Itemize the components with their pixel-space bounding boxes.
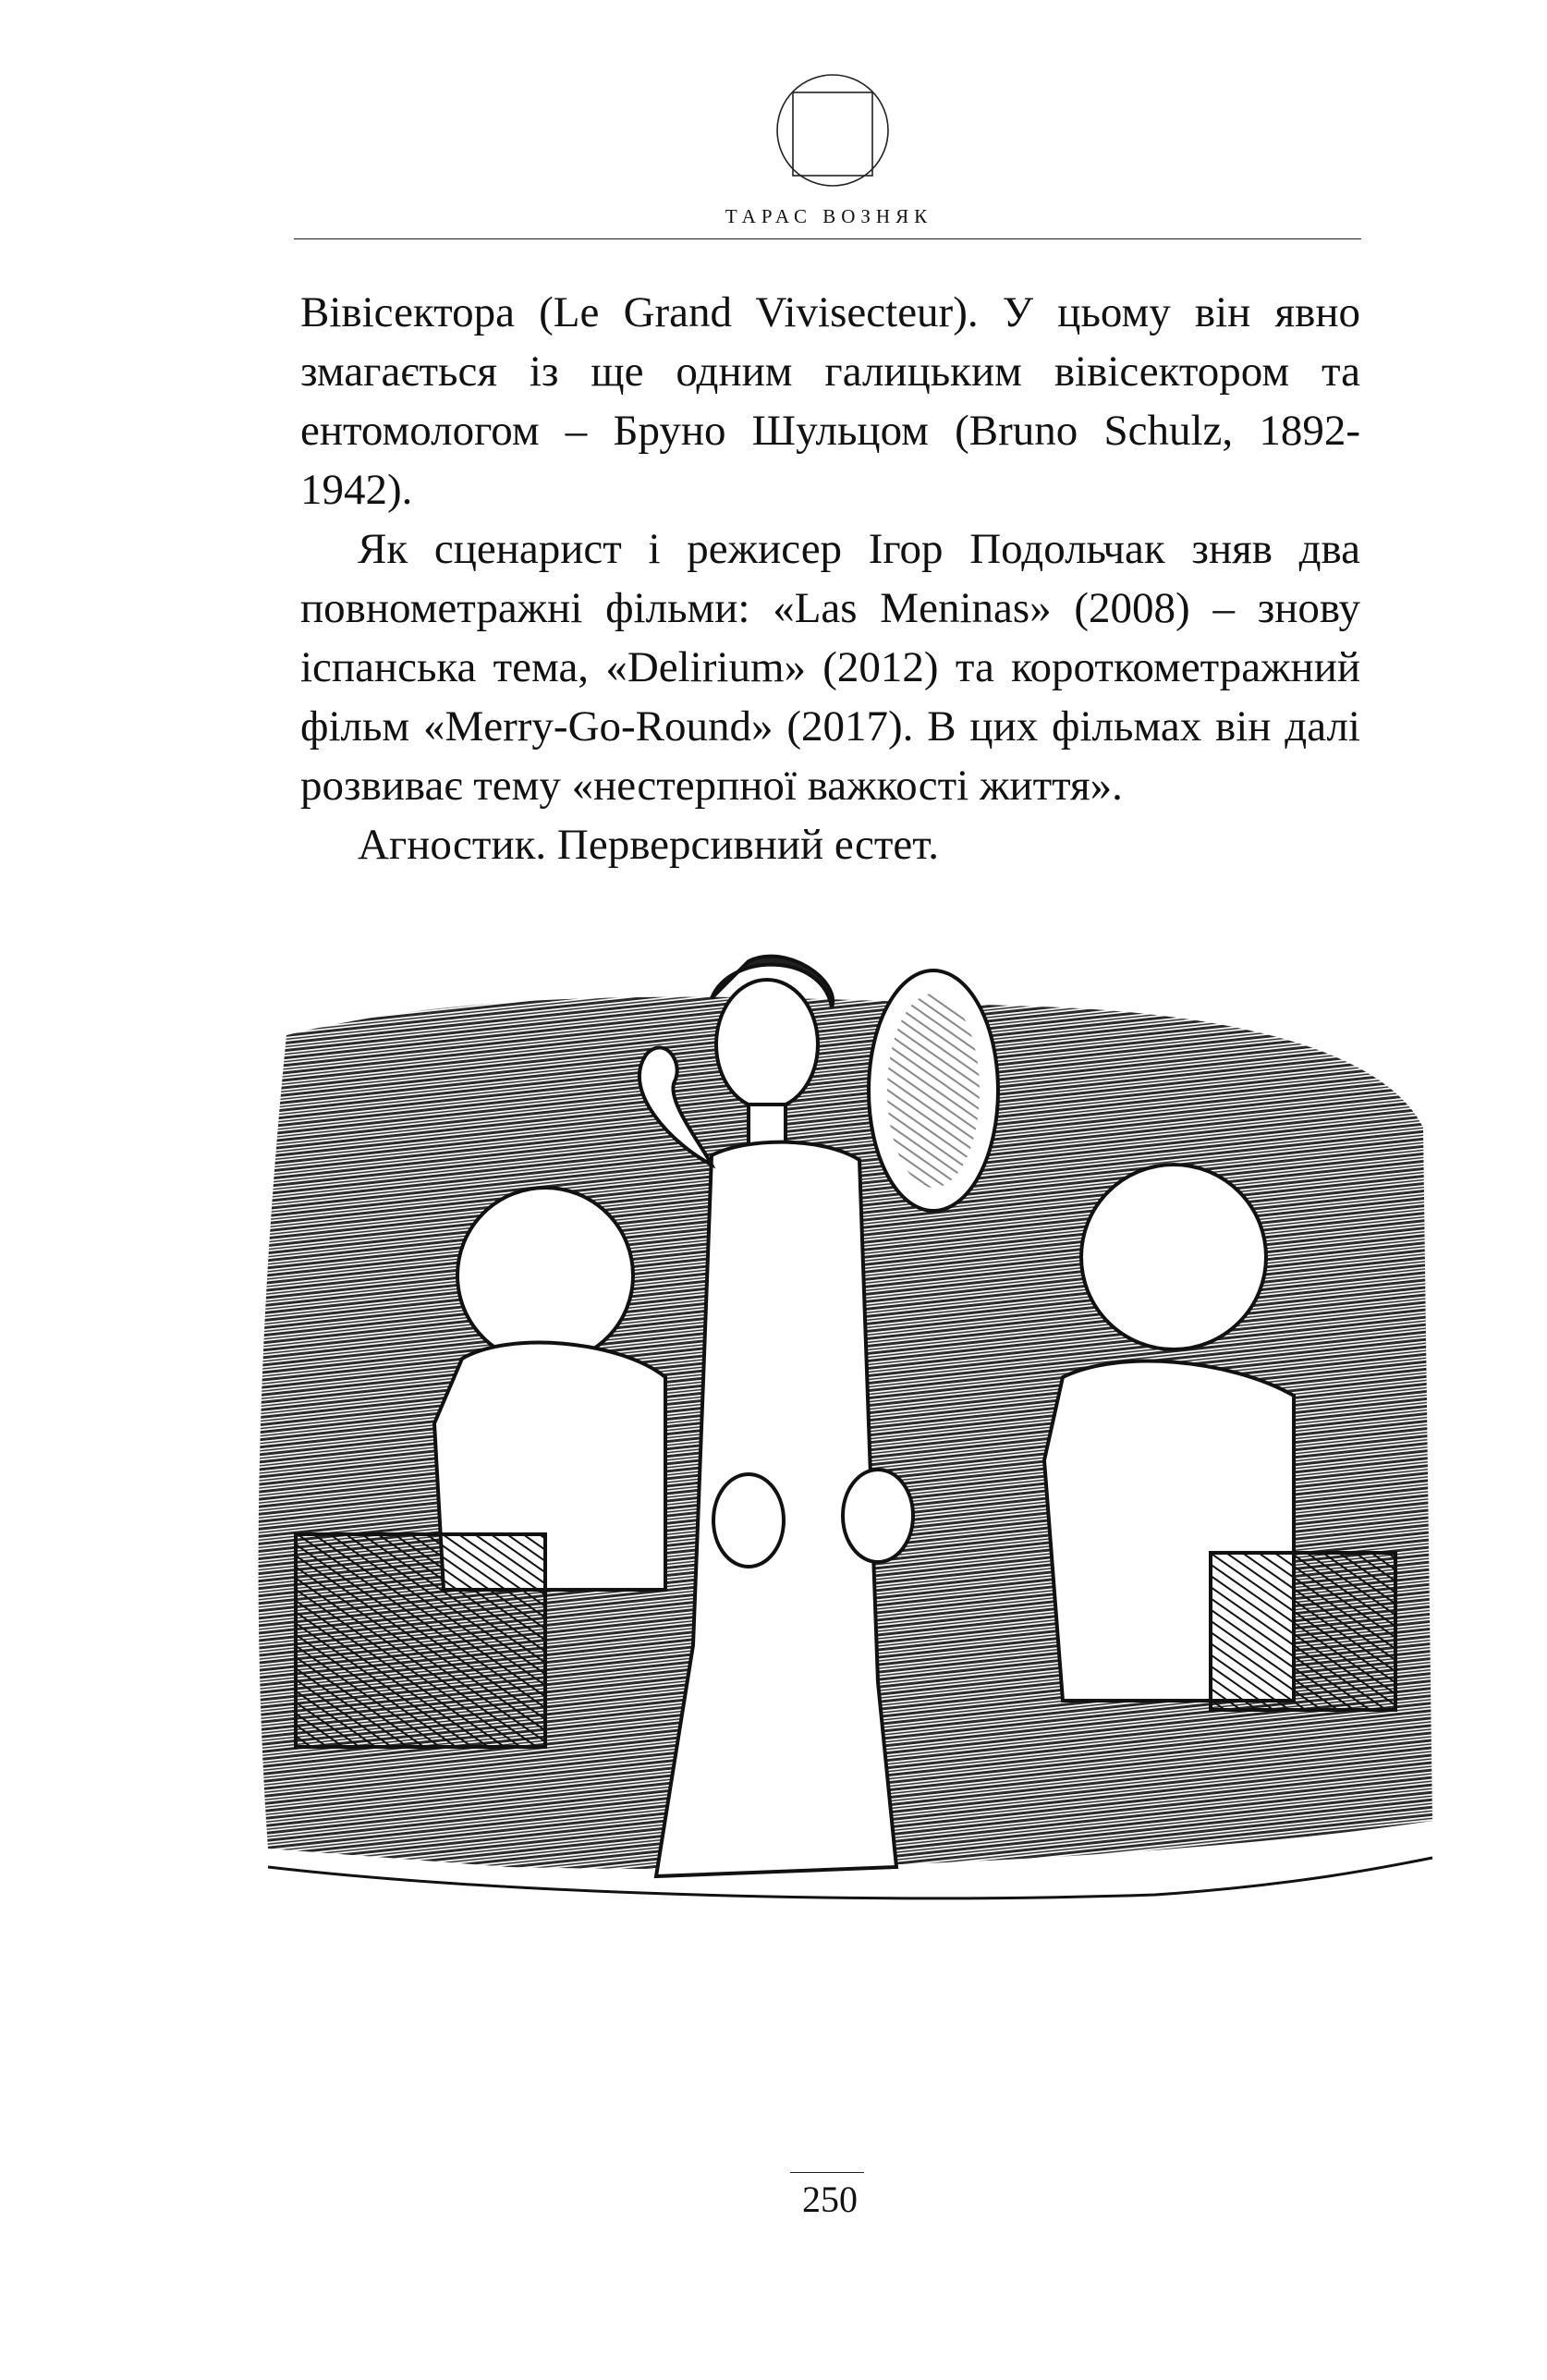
paragraph-1: Вівісектора (Le Grand Vivisecteur). У цьому він явно змагається із ще одним галицьким вівісектором та ентомологом – Бруно Шульцом (Bruno Schulz, 1892-1942). [300,288,1360,514]
ink-sketch-illustration-icon [231,943,1460,2052]
paragraph-2: Як сценарист і режисер Ігор Подольчак зняв два повнометражні фільми: «Las Meninas» (2008) – знову іспанська тема, «Delirium» (2012) та короткометражний фільм «Merry-Go-Round» (2017). В цих фільмах він далі розвиває тему «нестерпної важкості життя». [300,525,1360,810]
paragraph-3: Агностик. Перверсивний естет. [358,821,939,869]
header-divider [294,238,1361,239]
running-head: ТАРАС ВОЗНЯК [725,205,933,227]
page-number: 250 [802,2179,858,2220]
circle-square-emblem-icon [773,70,893,190]
page-number-rule [790,2172,864,2173]
body-text [300,283,1360,874]
